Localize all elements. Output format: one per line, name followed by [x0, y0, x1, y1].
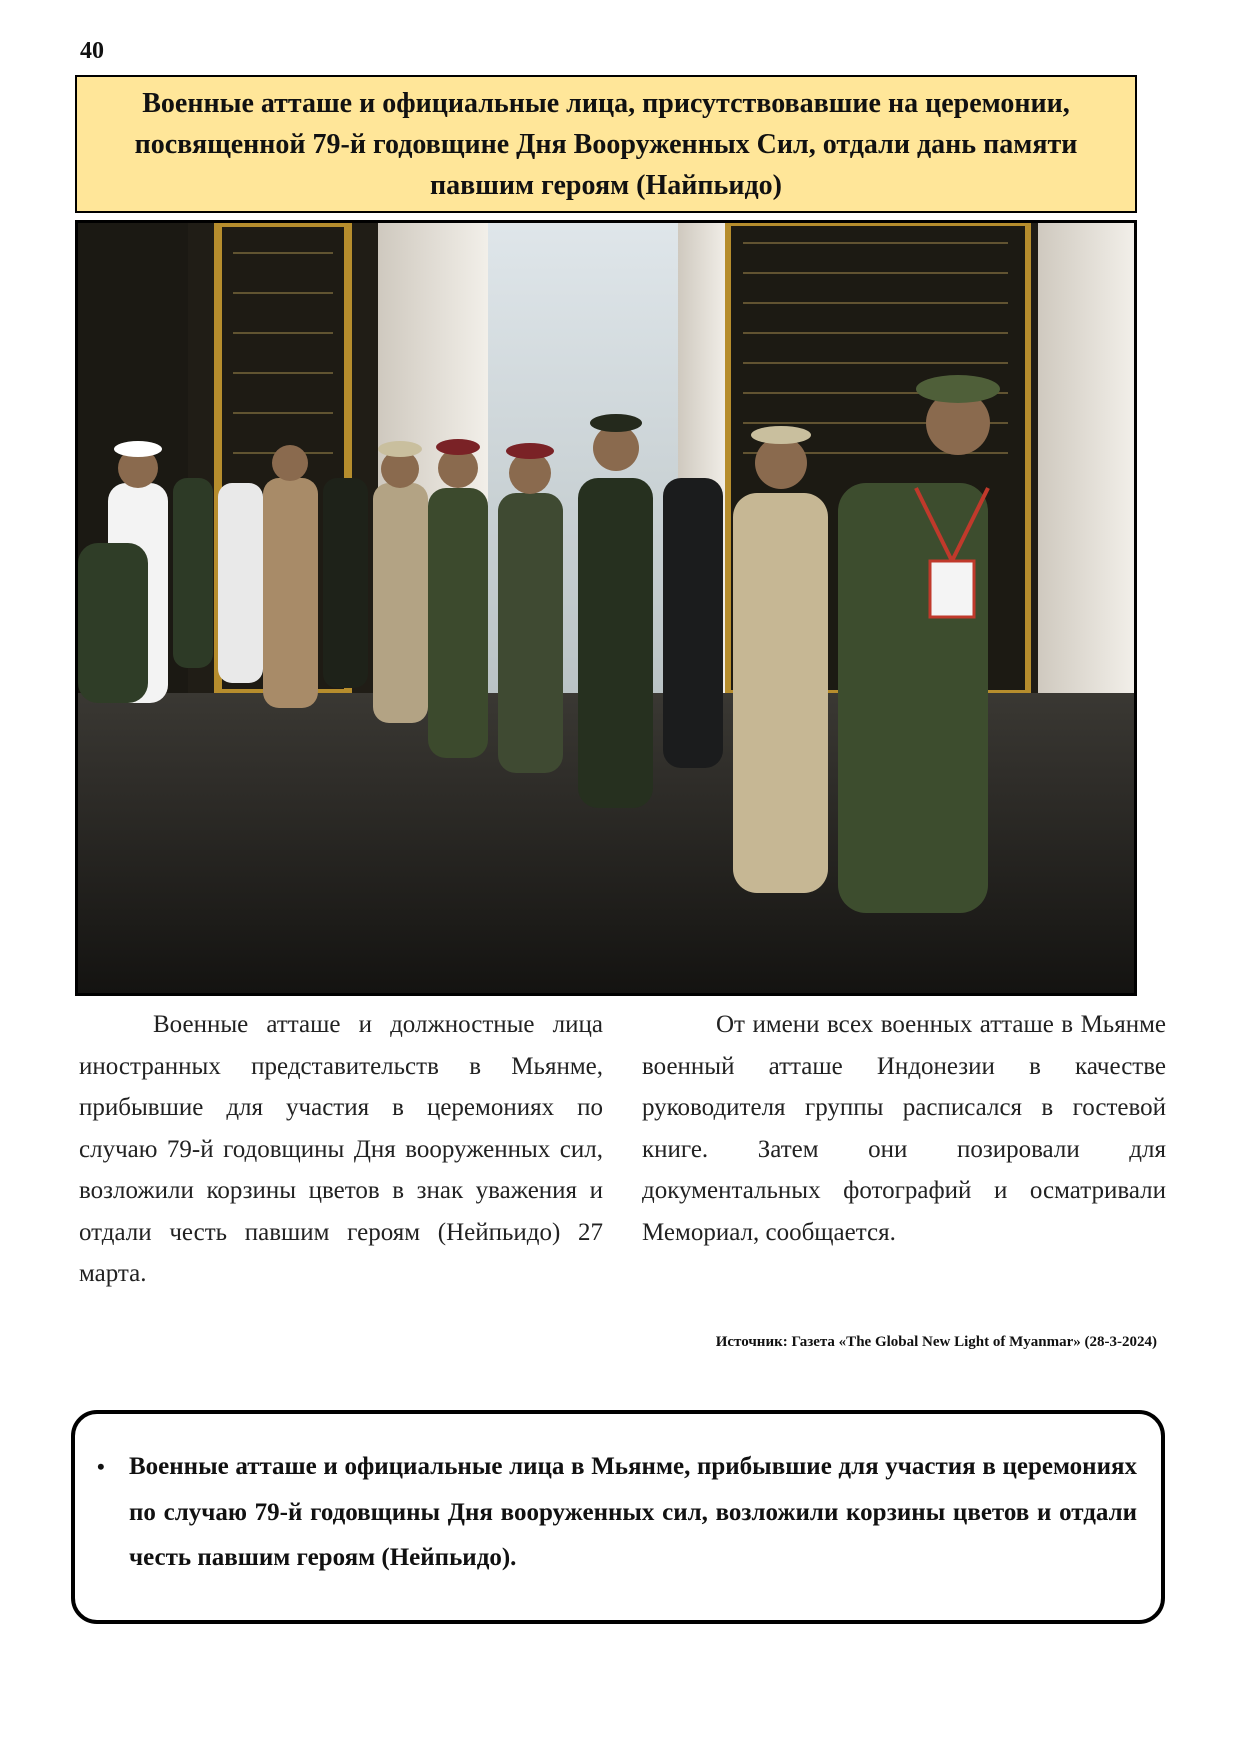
summary-text: Военные атташе и официальные лица в Мьянме, прибывшие для участия в церемониях по случаю 79-й годовщины Дня вооруженных сил, возложили корзины цветов и отдали честь павшим героям (Нейпьидо).	[129, 1453, 1137, 1571]
summary-list	[97, 1444, 1137, 1581]
article-column-right	[642, 1004, 1166, 1253]
source-citation: Источник: Газета «The Global New Light of Myanmar» (28-3-2024)	[715, 1334, 1157, 1350]
summary-item	[97, 1444, 1137, 1581]
article-paragraph-right: От имени всех военных атташе в Мьянме военный атташе Индонезии в качестве руководителя группы расписался в гостевой книге. Затем они позировали для документальных фотографий и осматривали Мемориал, сообщается.	[642, 1011, 1166, 1246]
article-paragraph-left: Военные атташе и должностные лица иностранных представительств в Мьянме, прибывшие для участия в церемониях по случаю 79-й годовщины Дня вооруженных сил, возложили корзины цветов в знак уважения и отдали честь павшим героям (Нейпьидо) 27 марта.	[79, 1011, 603, 1287]
page-number: 40	[80, 38, 104, 64]
article-column-left	[79, 1004, 603, 1295]
title-box	[75, 75, 1137, 213]
ceremony-photo	[75, 220, 1137, 996]
page-title: Военные атташе и официальные лица, присутствовавшие на церемонии, посвященной 79-й годовщине Дня Вооруженных Сил, отдали дань памяти павшим героям (Найпьидо)	[134, 87, 1078, 201]
bullet-icon: •	[97, 1454, 105, 1479]
summary-box	[71, 1410, 1165, 1624]
